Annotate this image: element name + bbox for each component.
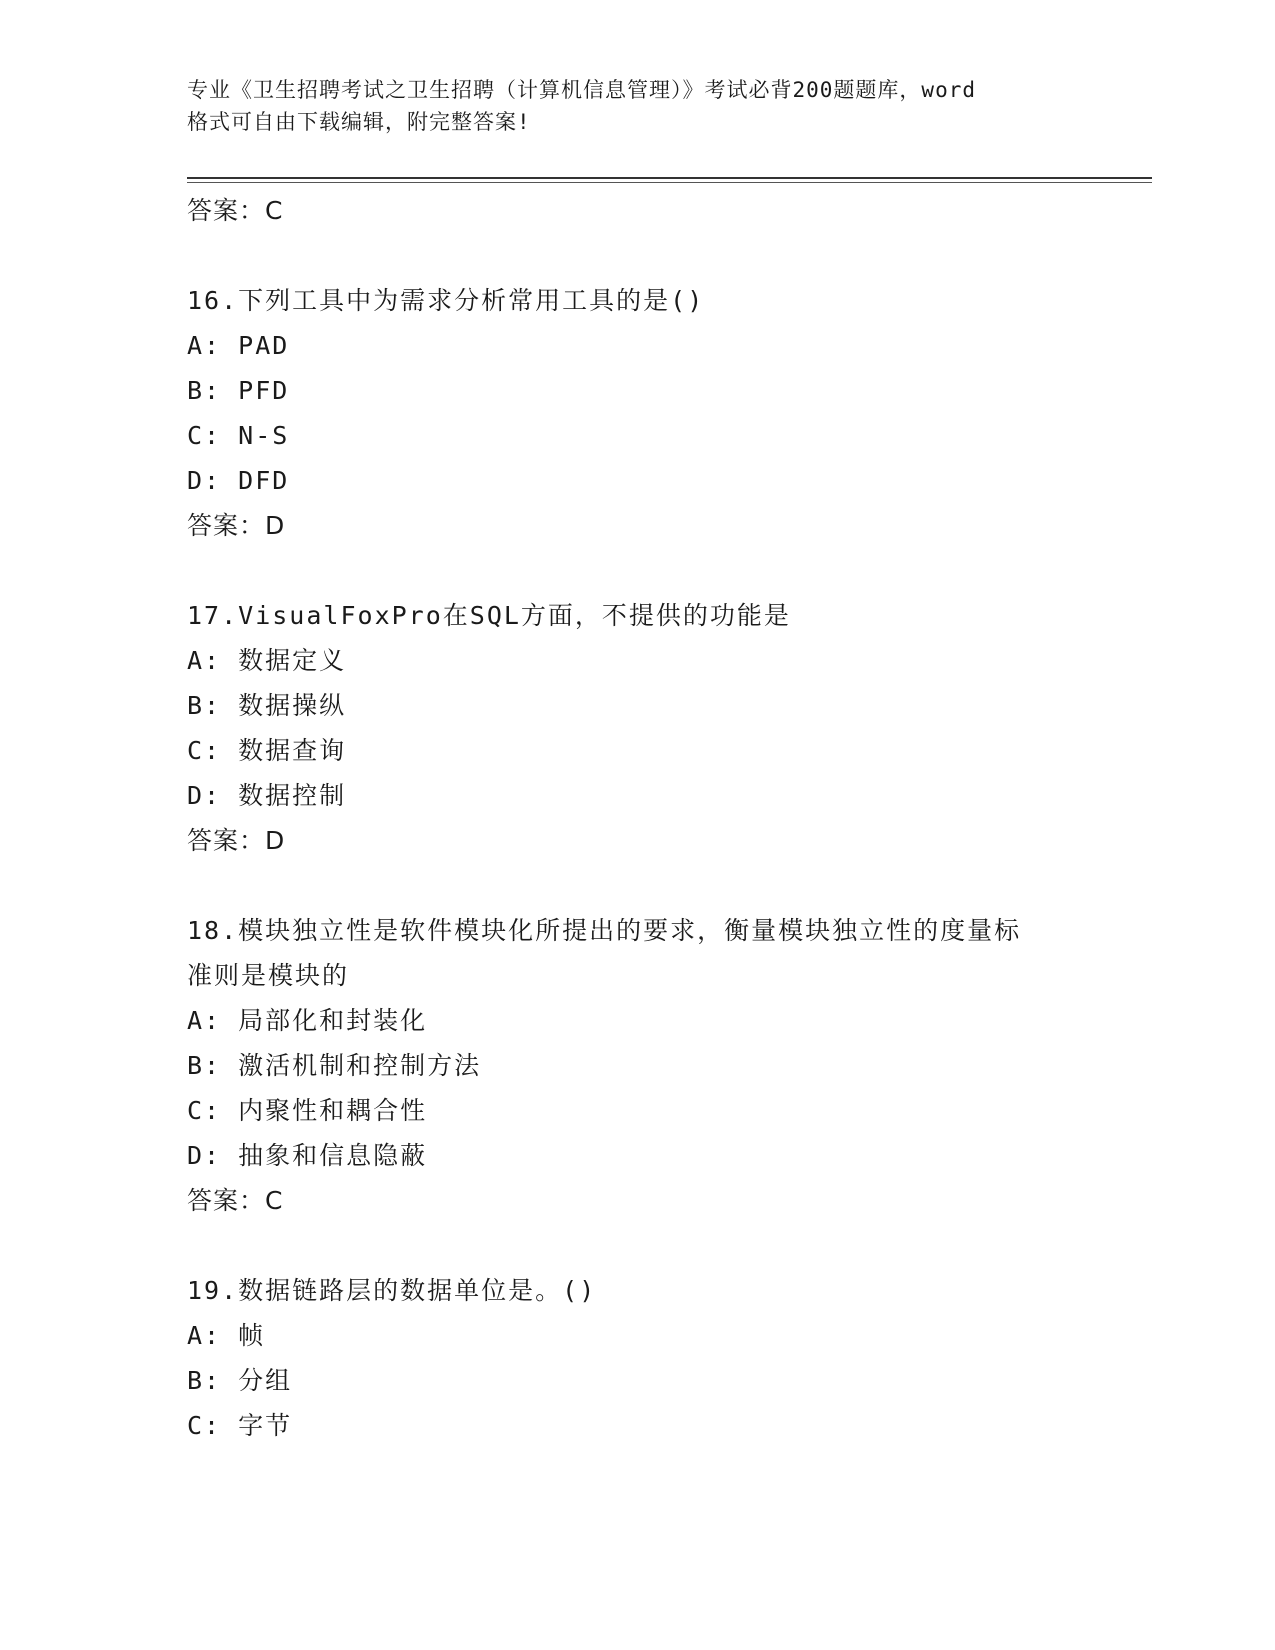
question-16-stem: 16.下列工具中为需求分析常用工具的是() — [187, 286, 705, 315]
question-19-option-b: B: 分组 — [187, 1366, 293, 1395]
question-17-option-d: D: 数据控制 — [187, 781, 347, 810]
question-17-option-a: A: 数据定义 — [187, 646, 347, 675]
question-17-stem: 17.VisualFoxPro在SQL方面，不提供的功能是 — [187, 601, 791, 630]
document-header — [187, 74, 1087, 138]
question-18-stem-line-1: 18.模块独立性是软件模块化所提出的要求，衡量模块独立性的度量标 — [187, 916, 1022, 945]
header-line-1: 专业《卫生招聘考试之卫生招聘（计算机信息管理）》考试必背200题题库，word — [187, 78, 976, 102]
question-18-stem-line-2: 准则是模块的 — [187, 961, 350, 990]
question-19-option-c: C: 字节 — [187, 1411, 293, 1440]
question-18-answer: 答案：C — [187, 1186, 284, 1215]
question-16-answer: 答案：D — [187, 511, 286, 540]
question-17-option-b: B: 数据操纵 — [187, 691, 347, 720]
previous-answer: 答案：C — [187, 196, 284, 225]
question-18-option-a: A: 局部化和封装化 — [187, 1006, 428, 1035]
question-18-option-b: B: 激活机制和控制方法 — [187, 1051, 482, 1080]
question-16-option-b: B: PFD — [187, 376, 290, 405]
question-17-option-c: C: 数据查询 — [187, 736, 347, 765]
question-18-option-d: D: 抽象和信息隐蔽 — [187, 1141, 428, 1170]
question-16-option-d: D: DFD — [187, 466, 290, 495]
question-18-option-c: C: 内聚性和耦合性 — [187, 1096, 428, 1125]
question-16-option-a: A: PAD — [187, 331, 290, 360]
question-19-option-a: A: 帧 — [187, 1321, 266, 1350]
question-17-answer: 答案：D — [187, 826, 286, 855]
header-line-2: 格式可自由下载编辑，附完整答案! — [187, 110, 531, 134]
question-16-option-c: C: N-S — [187, 421, 290, 450]
question-19-stem: 19.数据链路层的数据单位是。() — [187, 1276, 597, 1305]
header-divider-thin — [187, 182, 1152, 183]
header-divider-thick — [187, 177, 1152, 179]
